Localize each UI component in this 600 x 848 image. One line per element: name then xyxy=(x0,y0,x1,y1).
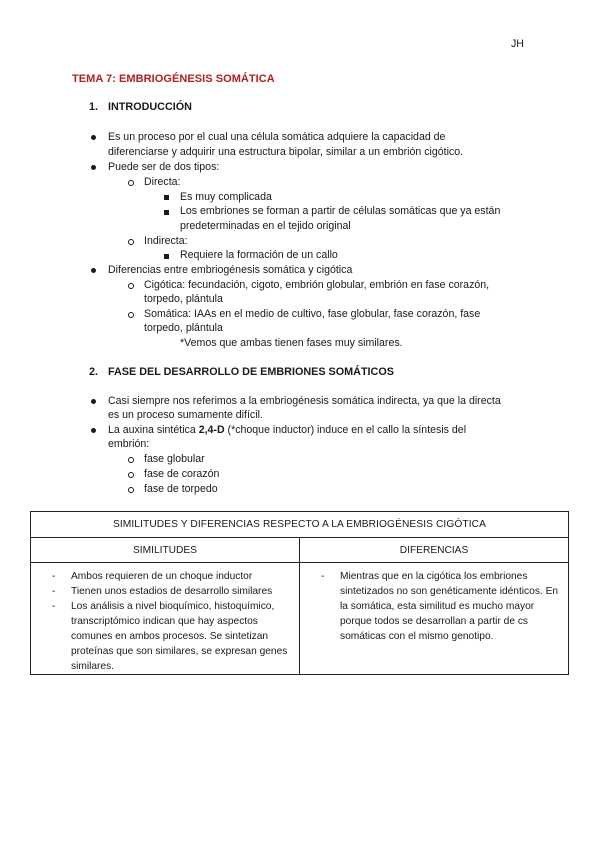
bullet-disc-icon xyxy=(91,135,96,140)
auxina-name: 2,4-D xyxy=(198,424,225,436)
bullet-square-icon xyxy=(164,254,169,259)
fase-bullet-1-line-2: es un proceso sumamente difícil. xyxy=(108,409,263,421)
tipo-directa: Directa: xyxy=(144,176,181,188)
bullet-disc-icon xyxy=(91,399,96,404)
similarity-note: *Vemos que ambas tienen fases muy similares. xyxy=(180,337,403,349)
header-initials: JH xyxy=(511,38,524,50)
fase-bullet-1-line-1: Casi siempre nos referimos a la embriogénesis somática indirecta, ya que la directa xyxy=(108,395,501,407)
list-item: - Los análisis a nivel bioquímico, histoquímico, transcriptómico indican que hay aspectos comunes en ambos procesos. Se sintetizan proteínas que son similares, se expresan genes similares. xyxy=(31,599,293,674)
fase-bullet-2-line-2: embrión: xyxy=(108,438,150,450)
intro-bullet-2: Puede ser de dos tipos: xyxy=(108,161,220,173)
bullet-disc-icon xyxy=(91,268,96,273)
list-item: - Ambos requieren de un choque inductor xyxy=(31,569,293,584)
diferencias-cell xyxy=(300,563,569,675)
section-1-number: 1. xyxy=(89,101,99,113)
bullet-circle-icon xyxy=(128,239,134,245)
diferencias-list xyxy=(300,569,562,644)
similitudes-cell xyxy=(31,563,300,675)
somatica-line-2: torpedo, plántula xyxy=(144,322,223,334)
document-title: TEMA 7: EMBRIOGÉNESIS SOMÁTICA xyxy=(72,73,275,85)
bullet-square-icon xyxy=(164,195,169,200)
cigotica-line-1: Cigótica: fecundación, cigoto, embrión globular, embrión en fase corazón, xyxy=(144,279,490,291)
column-header-diferencias: DIFERENCIAS xyxy=(300,538,569,563)
section-2-title: FASE DEL DESARROLLO DE EMBRIONES SOMÁTICOS xyxy=(108,366,394,378)
cigotica-line-2: torpedo, plántula xyxy=(144,293,223,305)
bullet-circle-icon xyxy=(128,472,134,478)
directa-item-2-line-2: predeterminadas en el tejido original xyxy=(180,220,351,232)
section-2-number: 2. xyxy=(89,366,99,378)
tipo-indirecta: Indirecta: xyxy=(144,235,188,247)
comparison-table xyxy=(30,511,569,675)
column-header-similitudes: SIMILITUDES xyxy=(31,538,300,563)
auxina-text-post: (*choque inductor) induce en el callo la síntesis del xyxy=(224,424,467,436)
bullet-square-icon xyxy=(164,210,169,215)
section-1-title: INTRODUCCIÓN xyxy=(108,101,192,113)
bullet-disc-icon xyxy=(91,165,96,170)
section-2-heading xyxy=(89,365,394,380)
bullet-circle-icon xyxy=(128,283,134,289)
bullet-disc-icon xyxy=(91,428,96,433)
phase-item-2: fase de corazón xyxy=(144,468,220,480)
similitudes-list xyxy=(31,569,293,674)
intro-bullet-3: Diferencias entre embriogénesis somática y cigótica xyxy=(108,264,353,276)
phase-item-3: fase de torpedo xyxy=(144,483,218,495)
bullet-circle-icon xyxy=(128,457,134,463)
directa-item-2-line-1: Los embriones se forman a partir de células somáticas que ya están xyxy=(180,205,501,217)
bullet-circle-icon xyxy=(128,312,134,318)
table-caption: SIMILITUDES Y DIFERENCIAS RESPECTO A LA EMBRIOGÉNESIS CIGÓTICA xyxy=(31,512,569,538)
indirecta-item-1: Requiere la formación de un callo xyxy=(180,249,338,261)
phase-item-1: fase globular xyxy=(144,453,205,465)
section-1-heading xyxy=(89,100,192,115)
list-item: - Tienen unos estadios de desarrollo similares xyxy=(31,584,293,599)
fase-bullet-2-line-1 xyxy=(108,423,466,438)
list-item: - Mientras que en la cigótica los embriones sintetizados no son genéticamente idénticos. En la somática, esta similitud es mucho mayor porque todos se desarrollan a partir de cs somáticas con el mismo genotipo. xyxy=(300,569,562,644)
somatica-line-1: Somática: IAAs en el medio de cultivo, fase globular, fase corazón, fase xyxy=(144,308,481,320)
bullet-circle-icon xyxy=(128,180,134,186)
intro-bullet-1-line-2: diferenciarse y adquirir una estructura bipolar, similar a un embrión cigótico. xyxy=(108,146,464,158)
bullet-circle-icon xyxy=(128,487,134,493)
intro-bullet-1-line-1: Es un proceso por el cual una célula somática adquiere la capacidad de xyxy=(108,131,446,143)
auxina-text-pre: La auxina sintética xyxy=(108,424,199,436)
directa-item-1: Es muy complicada xyxy=(180,191,272,203)
